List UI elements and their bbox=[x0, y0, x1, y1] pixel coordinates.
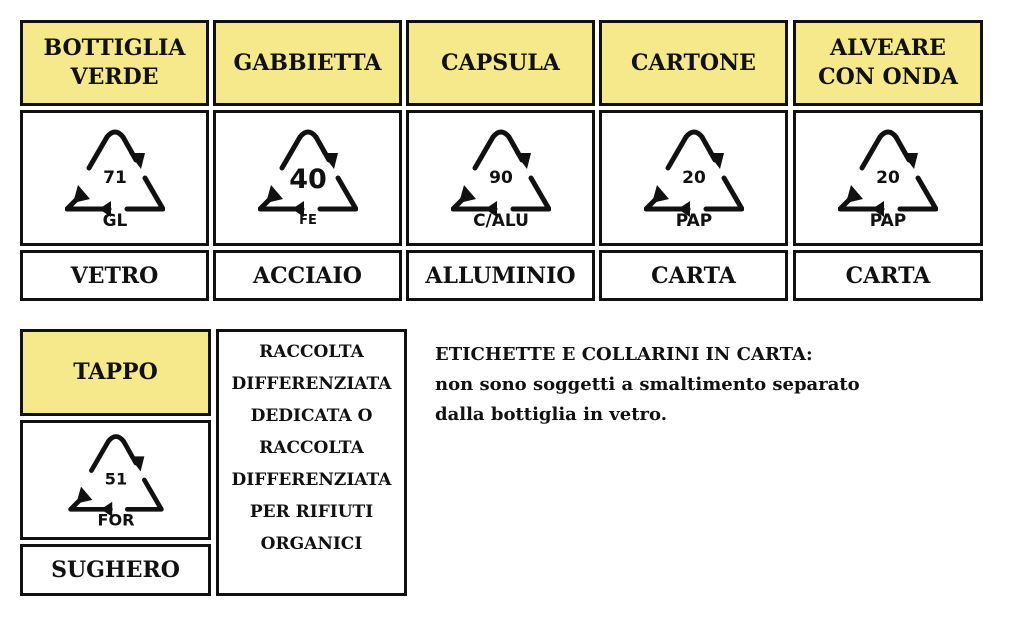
info-line: DEDICATA O bbox=[250, 406, 373, 426]
name-line-2: CON ONDA bbox=[818, 64, 958, 90]
component-name: TAPPO bbox=[73, 359, 158, 385]
header-gabbietta bbox=[213, 20, 402, 106]
header-cartone bbox=[599, 20, 788, 106]
material-box-glass bbox=[20, 250, 209, 301]
header-alveare-con-onda bbox=[793, 20, 983, 106]
material-name: CARTA bbox=[845, 262, 931, 289]
collection-info-text bbox=[232, 332, 392, 560]
material-name: ALLUMINIO bbox=[425, 262, 576, 289]
symbol-box-glass bbox=[20, 110, 209, 246]
info-line: ORGANICI bbox=[260, 534, 363, 554]
recycling-symbol-icon bbox=[644, 123, 744, 233]
material-abbreviation: FOR bbox=[97, 510, 134, 530]
info-line: DIFFERENZIATA bbox=[231, 374, 392, 394]
material-box-aluminium bbox=[406, 250, 595, 301]
material-abbreviation: PAP bbox=[675, 211, 712, 231]
symbol-box-honeycomb bbox=[793, 110, 983, 246]
material-abbreviation: C/ALU bbox=[472, 211, 529, 231]
material-name: SUGHERO bbox=[51, 557, 180, 583]
material-abbreviation: PAP bbox=[869, 211, 907, 231]
material-box-honeycomb bbox=[793, 250, 983, 301]
component-name: CAPSULA bbox=[441, 49, 560, 76]
recycling-code: 51 bbox=[104, 469, 127, 489]
symbol-box-aluminium bbox=[406, 110, 595, 246]
material-name: CARTA bbox=[651, 262, 736, 289]
recycling-code: 71 bbox=[102, 168, 127, 188]
header-tappo bbox=[20, 329, 211, 416]
recycling-symbol-icon bbox=[258, 123, 358, 233]
info-line: RACCOLTA bbox=[259, 342, 364, 362]
recycling-symbol-icon bbox=[68, 428, 164, 532]
recycling-symbol-icon bbox=[451, 123, 551, 233]
header-capsula bbox=[406, 20, 595, 106]
recycling-code: 40 bbox=[288, 164, 327, 195]
labels-note-title: ETICHETTE E COLLARINI IN CARTA: bbox=[435, 344, 813, 365]
name-line-2: VERDE bbox=[70, 64, 159, 90]
symbol-box-cork bbox=[20, 420, 211, 540]
material-name: ACCIAIO bbox=[253, 262, 362, 289]
name-line-1: BOTTIGLIA bbox=[43, 35, 186, 61]
component-name bbox=[818, 34, 958, 92]
material-box-cork bbox=[20, 544, 211, 596]
component-name bbox=[43, 34, 185, 92]
recycling-symbol-icon bbox=[65, 123, 165, 233]
recycling-code: 90 bbox=[488, 168, 513, 188]
component-name: GABBIETTA bbox=[233, 49, 382, 76]
info-line: DIFFERENZIATA bbox=[231, 470, 392, 490]
material-abbreviation: GL bbox=[102, 211, 127, 231]
labels-note-line-1: non sono soggetti a smaltimento separato bbox=[435, 374, 860, 395]
recycling-symbol-icon bbox=[838, 123, 938, 233]
material-box-cardboard bbox=[599, 250, 788, 301]
labels-note-line-2: dalla bottiglia in vetro. bbox=[435, 404, 667, 425]
labels-note bbox=[435, 340, 975, 430]
symbol-box-cardboard bbox=[599, 110, 788, 246]
symbol-box-steel bbox=[213, 110, 402, 246]
info-line: PER RIFIUTI bbox=[249, 502, 374, 522]
material-box-steel bbox=[213, 250, 402, 301]
recycling-code: 20 bbox=[681, 168, 706, 188]
collection-info-box bbox=[216, 329, 407, 596]
recycling-code: 20 bbox=[876, 168, 900, 188]
header-bottiglia-verde bbox=[20, 20, 209, 106]
material-name: VETRO bbox=[70, 262, 159, 289]
material-abbreviation: FE bbox=[298, 213, 317, 228]
component-name: CARTONE bbox=[631, 49, 756, 76]
info-line: RACCOLTA bbox=[259, 438, 364, 458]
name-line-1: ALVEARE bbox=[830, 35, 946, 61]
